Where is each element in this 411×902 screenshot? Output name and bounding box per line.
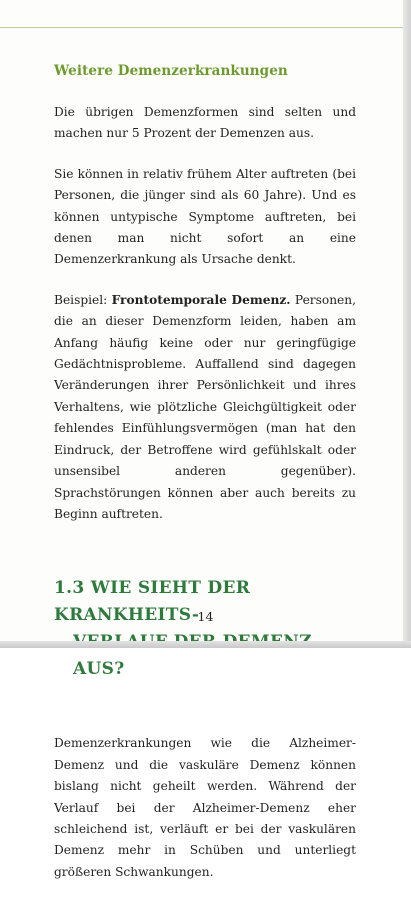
example-lead: Beispiel: [54, 292, 112, 307]
example-term: Frontotemporale Demenz. [111, 292, 291, 307]
paragraph-3 [54, 290, 356, 525]
paragraph-1: Die übrigen Demenzformen sind selten und machen nur 5 Prozent der Demenzen aus. [54, 105, 356, 141]
page-number: 14 [197, 609, 214, 624]
chapter-heading-line-2: AUS? [73, 659, 125, 680]
chapter-heading-line-1: 1.3 WIE SIEHT DER KRANKHEITS- [54, 578, 251, 626]
section-heading: Weitere Demenzerkrankungen [54, 63, 288, 79]
example-text: Personen, die an dieser Demenzform leiden, haben am Anfang häufig keine oder nur geringfügige Gedächtnisprobleme. Auffallend sind dagegen Veränderungen ihrer Persönlichkeit und ihres Verhaltens, wie plötzliche Gleichgültigkeit oder fehlendes Einfühlungsvermögen (man hat den Eindruck, der Betroffene wird gefühlskalt oder unsensibel anderen gegenüber). Sprachstörungen können aber auch bereits zu Beginn auftreten. [54, 292, 356, 521]
page-edge-bottom [0, 641, 411, 648]
page-content [54, 62, 356, 902]
paragraph-4: Demenzerkrankungen wie die Alzheimer-Demenz und die vaskuläre Demenz können bislang nicht geheilt werden. Während der Verlauf bei der Alzheimer-Demenz eher schleichend ist, verläuft er bei der vaskulären Demenz mehr in Schüben und unterliegt größeren Schwankungen. [54, 736, 356, 879]
paragraph-2: Sie können in relativ frühem Alter auftreten (bei Personen, die jünger sind als 60 Jahre). Und es können untypische Symptome auftreten, bei denen man nicht sofort an eine Demenzerkrankung als Ursache denkt. [54, 166, 356, 267]
page-edge-right [403, 0, 411, 648]
chapter-heading [54, 575, 356, 683]
top-divider [0, 27, 403, 28]
